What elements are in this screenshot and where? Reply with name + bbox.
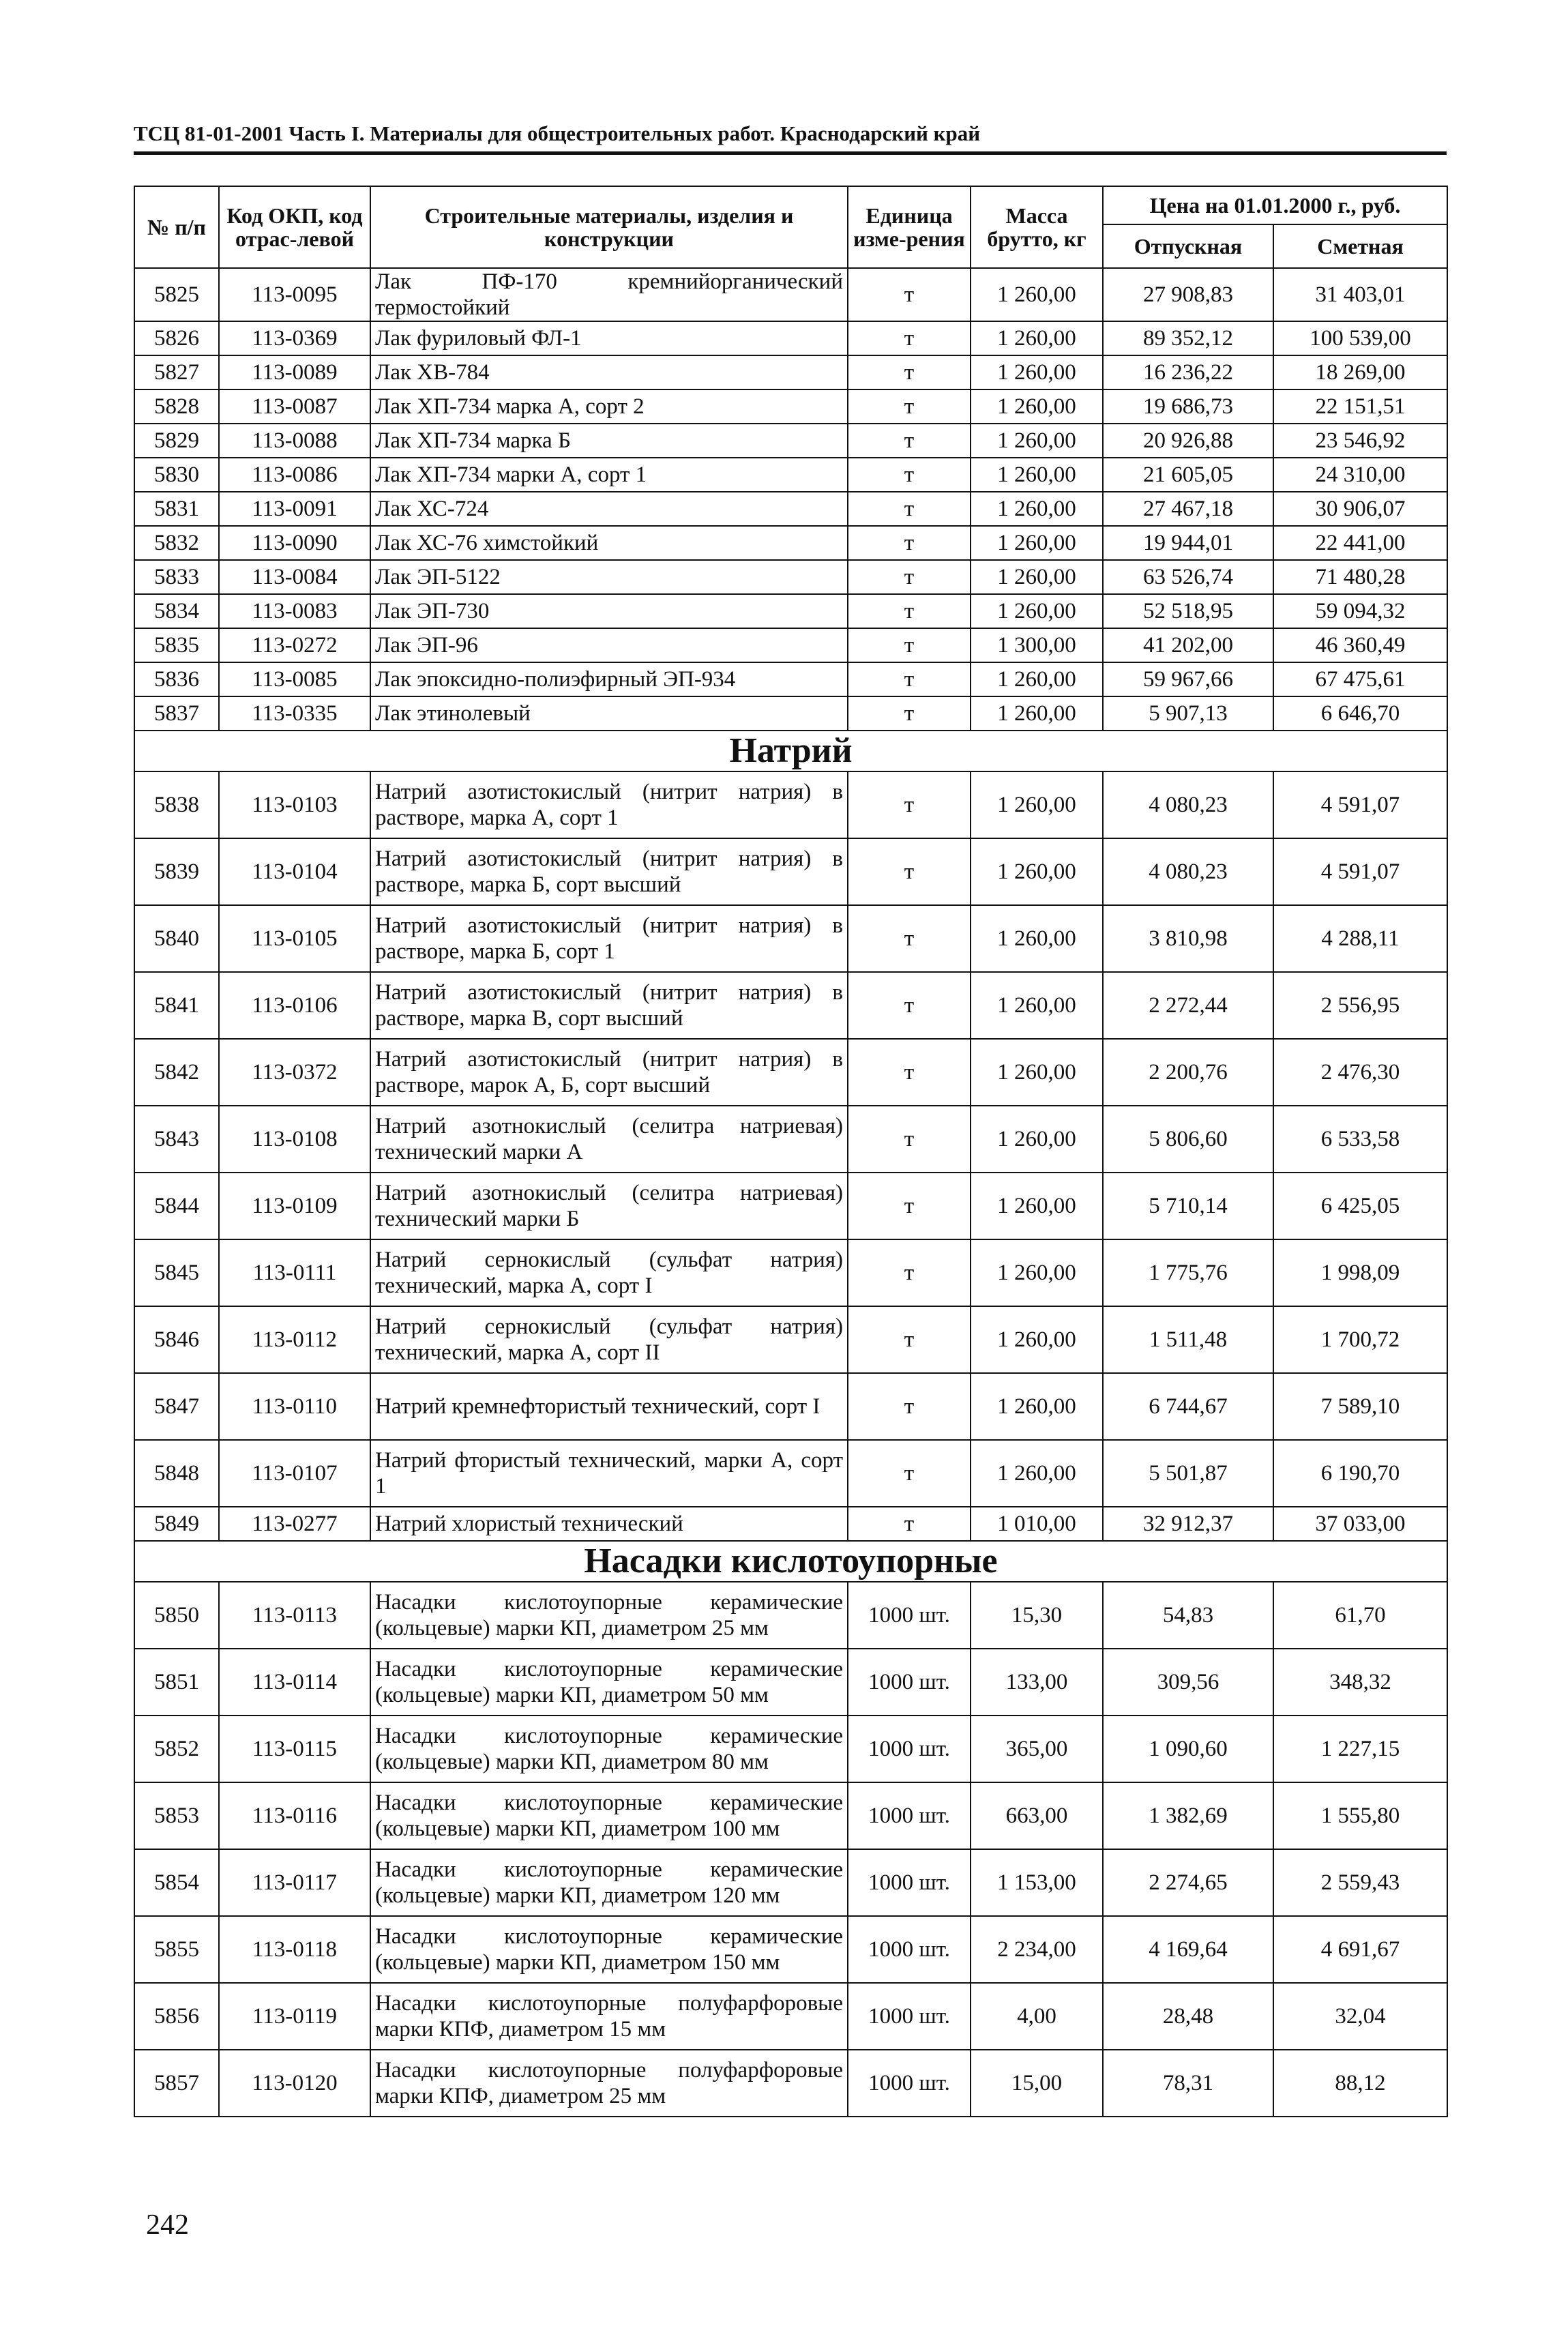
cell-material-name: Насадки кислотоупорные керамические (кольцевые) марки КП, диаметром 80 мм bbox=[370, 1716, 848, 1782]
table-row bbox=[134, 1039, 1447, 1106]
cell-material-name: Лак эпоксидно-полиэфирный ЭП-934 bbox=[370, 662, 848, 696]
cell-price-estimate: 100 539,00 bbox=[1273, 321, 1447, 355]
cell-material-name: Лак ХП-734 марка Б bbox=[370, 424, 848, 458]
cell-code: 113-0090 bbox=[219, 526, 370, 560]
cell-number: 5854 bbox=[134, 1849, 219, 1916]
col-header-name: Строительные материалы, изделия и конструкции bbox=[370, 186, 848, 268]
table-row bbox=[134, 1373, 1447, 1440]
table-row bbox=[134, 628, 1447, 662]
cell-code: 113-0105 bbox=[219, 905, 370, 972]
cell-number: 5837 bbox=[134, 696, 219, 731]
cell-unit: т bbox=[848, 838, 971, 905]
table-row bbox=[134, 662, 1447, 696]
cell-number: 5839 bbox=[134, 838, 219, 905]
table-row bbox=[134, 972, 1447, 1039]
cell-code: 113-0087 bbox=[219, 389, 370, 424]
cell-material-name: Насадки кислотоупорные керамические (кольцевые) марки КП, диаметром 150 мм bbox=[370, 1916, 848, 1983]
cell-price-release: 54,83 bbox=[1103, 1582, 1273, 1649]
cell-unit: т bbox=[848, 1039, 971, 1106]
table-row bbox=[134, 526, 1447, 560]
cell-material-name: Лак ЭП-5122 bbox=[370, 560, 848, 594]
cell-mass: 133,00 bbox=[971, 1649, 1103, 1716]
header-rule bbox=[134, 151, 1447, 155]
table-row bbox=[134, 905, 1447, 972]
cell-price-release: 5 501,87 bbox=[1103, 1440, 1273, 1507]
table-row bbox=[134, 389, 1447, 424]
cell-unit: 1000 шт. bbox=[848, 2050, 971, 2117]
cell-price-release: 32 912,37 bbox=[1103, 1507, 1273, 1541]
cell-material-name: Лак ПФ-170 кремнийорганический термостойкий bbox=[370, 268, 848, 321]
cell-unit: 1000 шт. bbox=[848, 1849, 971, 1916]
cell-price-release: 63 526,74 bbox=[1103, 560, 1273, 594]
cell-price-release: 27 908,83 bbox=[1103, 268, 1273, 321]
cell-material-name: Лак ХС-76 химстойкий bbox=[370, 526, 848, 560]
section-title: Насадки кислотоупорные bbox=[134, 1541, 1447, 1582]
page-number: 242 bbox=[146, 2209, 189, 2241]
cell-price-estimate: 67 475,61 bbox=[1273, 662, 1447, 696]
cell-price-release: 78,31 bbox=[1103, 2050, 1273, 2117]
cell-mass: 1 300,00 bbox=[971, 628, 1103, 662]
cell-number: 5826 bbox=[134, 321, 219, 355]
cell-number: 5851 bbox=[134, 1649, 219, 1716]
cell-mass: 1 260,00 bbox=[971, 972, 1103, 1039]
cell-mass: 1 260,00 bbox=[971, 458, 1103, 492]
cell-number: 5853 bbox=[134, 1782, 219, 1849]
cell-price-release: 1 511,48 bbox=[1103, 1306, 1273, 1373]
cell-unit: т bbox=[848, 662, 971, 696]
cell-mass: 1 260,00 bbox=[971, 268, 1103, 321]
price-table-body bbox=[134, 268, 1447, 2117]
cell-number: 5852 bbox=[134, 1716, 219, 1782]
cell-code: 113-0372 bbox=[219, 1039, 370, 1106]
cell-unit: т bbox=[848, 355, 971, 389]
cell-material-name: Насадки кислотоупорные керамические (кольцевые) марки КП, диаметром 100 мм bbox=[370, 1782, 848, 1849]
cell-price-estimate: 7 589,10 bbox=[1273, 1373, 1447, 1440]
cell-code: 113-0108 bbox=[219, 1106, 370, 1173]
cell-code: 113-0088 bbox=[219, 424, 370, 458]
cell-mass: 1 260,00 bbox=[971, 321, 1103, 355]
cell-unit: т bbox=[848, 560, 971, 594]
cell-number: 5848 bbox=[134, 1440, 219, 1507]
col-header-num: № п/п bbox=[134, 186, 219, 268]
cell-unit: т bbox=[848, 771, 971, 838]
cell-material-name: Натрий азотистокислый (нитрит натрия) в растворе, марка А, сорт 1 bbox=[370, 771, 848, 838]
cell-material-name: Лак фуриловый ФЛ-1 bbox=[370, 321, 848, 355]
cell-price-estimate: 24 310,00 bbox=[1273, 458, 1447, 492]
cell-price-estimate: 2 556,95 bbox=[1273, 972, 1447, 1039]
cell-material-name: Лак ХП-734 марка А, сорт 2 bbox=[370, 389, 848, 424]
table-row bbox=[134, 1916, 1447, 1983]
cell-number: 5846 bbox=[134, 1306, 219, 1373]
cell-code: 113-0113 bbox=[219, 1582, 370, 1649]
cell-number: 5835 bbox=[134, 628, 219, 662]
cell-price-estimate: 4 591,07 bbox=[1273, 838, 1447, 905]
cell-code: 113-0119 bbox=[219, 1983, 370, 2050]
cell-price-estimate: 6 533,58 bbox=[1273, 1106, 1447, 1173]
table-row bbox=[134, 1440, 1447, 1507]
cell-number: 5843 bbox=[134, 1106, 219, 1173]
cell-price-release: 20 926,88 bbox=[1103, 424, 1273, 458]
cell-code: 113-0107 bbox=[219, 1440, 370, 1507]
cell-material-name: Натрий азотистокислый (нитрит натрия) в растворе, марка Б, сорт высший bbox=[370, 838, 848, 905]
table-row bbox=[134, 268, 1447, 321]
price-table-container bbox=[134, 186, 1447, 2117]
cell-unit: 1000 шт. bbox=[848, 1782, 971, 1849]
cell-mass: 1 260,00 bbox=[971, 560, 1103, 594]
cell-mass: 1 260,00 bbox=[971, 1373, 1103, 1440]
cell-price-release: 1 775,76 bbox=[1103, 1239, 1273, 1306]
cell-unit: т bbox=[848, 268, 971, 321]
cell-number: 5838 bbox=[134, 771, 219, 838]
cell-mass: 1 260,00 bbox=[971, 1173, 1103, 1239]
cell-code: 113-0118 bbox=[219, 1916, 370, 1983]
cell-mass: 15,30 bbox=[971, 1582, 1103, 1649]
cell-number: 5841 bbox=[134, 972, 219, 1039]
cell-price-estimate: 59 094,32 bbox=[1273, 594, 1447, 628]
cell-unit: т bbox=[848, 1173, 971, 1239]
cell-number: 5828 bbox=[134, 389, 219, 424]
table-row bbox=[134, 1239, 1447, 1306]
cell-material-name: Лак ХВ-784 bbox=[370, 355, 848, 389]
cell-unit: 1000 шт. bbox=[848, 1716, 971, 1782]
cell-price-release: 4 080,23 bbox=[1103, 838, 1273, 905]
table-row bbox=[134, 1507, 1447, 1541]
cell-code: 113-0120 bbox=[219, 2050, 370, 2117]
cell-unit: т bbox=[848, 1306, 971, 1373]
cell-number: 5834 bbox=[134, 594, 219, 628]
cell-mass: 15,00 bbox=[971, 2050, 1103, 2117]
cell-number: 5831 bbox=[134, 492, 219, 526]
cell-unit: т bbox=[848, 424, 971, 458]
cell-unit: 1000 шт. bbox=[848, 1582, 971, 1649]
table-row bbox=[134, 560, 1447, 594]
cell-price-estimate: 22 441,00 bbox=[1273, 526, 1447, 560]
table-row bbox=[134, 696, 1447, 731]
table-row bbox=[134, 1649, 1447, 1716]
cell-number: 5830 bbox=[134, 458, 219, 492]
cell-price-release: 5 806,60 bbox=[1103, 1106, 1273, 1173]
table-row bbox=[134, 1306, 1447, 1373]
cell-material-name: Лак ЭП-730 bbox=[370, 594, 848, 628]
cell-unit: т bbox=[848, 905, 971, 972]
cell-unit: т bbox=[848, 1106, 971, 1173]
cell-code: 113-0091 bbox=[219, 492, 370, 526]
cell-price-release: 59 967,66 bbox=[1103, 662, 1273, 696]
cell-material-name: Насадки кислотоупорные керамические (кольцевые) марки КП, диаметром 50 мм bbox=[370, 1649, 848, 1716]
cell-mass: 1 260,00 bbox=[971, 1039, 1103, 1106]
cell-price-estimate: 32,04 bbox=[1273, 1983, 1447, 2050]
cell-price-estimate: 37 033,00 bbox=[1273, 1507, 1447, 1541]
cell-price-estimate: 6 646,70 bbox=[1273, 696, 1447, 731]
cell-mass: 1 260,00 bbox=[971, 389, 1103, 424]
cell-price-release: 2 274,65 bbox=[1103, 1849, 1273, 1916]
cell-mass: 1 260,00 bbox=[971, 838, 1103, 905]
col-header-price-estimate: Сметная bbox=[1273, 224, 1447, 268]
cell-number: 5844 bbox=[134, 1173, 219, 1239]
cell-price-release: 4 080,23 bbox=[1103, 771, 1273, 838]
cell-material-name: Натрий азотистокислый (нитрит натрия) в растворе, марка Б, сорт 1 bbox=[370, 905, 848, 972]
cell-code: 113-0083 bbox=[219, 594, 370, 628]
cell-price-release: 52 518,95 bbox=[1103, 594, 1273, 628]
col-header-price-release: Отпускная bbox=[1103, 224, 1273, 268]
cell-unit: т bbox=[848, 1507, 971, 1541]
cell-price-release: 89 352,12 bbox=[1103, 321, 1273, 355]
cell-code: 113-0115 bbox=[219, 1716, 370, 1782]
cell-mass: 1 260,00 bbox=[971, 492, 1103, 526]
cell-unit: 1000 шт. bbox=[848, 1649, 971, 1716]
cell-code: 113-0272 bbox=[219, 628, 370, 662]
cell-material-name: Натрий хлористый технический bbox=[370, 1507, 848, 1541]
cell-code: 113-0103 bbox=[219, 771, 370, 838]
cell-price-estimate: 4 591,07 bbox=[1273, 771, 1447, 838]
cell-price-release: 16 236,22 bbox=[1103, 355, 1273, 389]
cell-material-name: Насадки кислотоупорные полуфарфоровые марки КПФ, диаметром 15 мм bbox=[370, 1983, 848, 2050]
cell-price-release: 2 272,44 bbox=[1103, 972, 1273, 1039]
cell-price-release: 4 169,64 bbox=[1103, 1916, 1273, 1983]
cell-price-release: 1 382,69 bbox=[1103, 1782, 1273, 1849]
col-header-code: Код ОКП, код отрас-левой bbox=[219, 186, 370, 268]
section-row bbox=[134, 1541, 1447, 1582]
cell-material-name: Натрий азотнокислый (селитра натриевая) технический марки Б bbox=[370, 1173, 848, 1239]
cell-material-name: Натрий азотистокислый (нитрит натрия) в растворе, марка В, сорт высший bbox=[370, 972, 848, 1039]
cell-code: 113-0277 bbox=[219, 1507, 370, 1541]
cell-number: 5845 bbox=[134, 1239, 219, 1306]
cell-price-estimate: 6 425,05 bbox=[1273, 1173, 1447, 1239]
cell-material-name: Натрий фтористый технический, марки А, сорт 1 bbox=[370, 1440, 848, 1507]
cell-price-release: 5 710,14 bbox=[1103, 1173, 1273, 1239]
cell-number: 5829 bbox=[134, 424, 219, 458]
cell-price-release: 309,56 bbox=[1103, 1649, 1273, 1716]
cell-number: 5850 bbox=[134, 1582, 219, 1649]
cell-price-estimate: 1 998,09 bbox=[1273, 1239, 1447, 1306]
cell-price-estimate: 18 269,00 bbox=[1273, 355, 1447, 389]
cell-unit: т bbox=[848, 492, 971, 526]
cell-price-estimate: 31 403,01 bbox=[1273, 268, 1447, 321]
table-row bbox=[134, 1716, 1447, 1782]
cell-price-release: 3 810,98 bbox=[1103, 905, 1273, 972]
cell-price-estimate: 1 555,80 bbox=[1273, 1782, 1447, 1849]
cell-mass: 2 234,00 bbox=[971, 1916, 1103, 1983]
cell-code: 113-0116 bbox=[219, 1782, 370, 1849]
cell-number: 5840 bbox=[134, 905, 219, 972]
table-row bbox=[134, 1106, 1447, 1173]
cell-unit: т bbox=[848, 321, 971, 355]
cell-price-estimate: 61,70 bbox=[1273, 1582, 1447, 1649]
cell-material-name: Лак этинолевый bbox=[370, 696, 848, 731]
cell-price-release: 5 907,13 bbox=[1103, 696, 1273, 731]
cell-price-estimate: 6 190,70 bbox=[1273, 1440, 1447, 1507]
cell-mass: 1 010,00 bbox=[971, 1507, 1103, 1541]
cell-unit: т bbox=[848, 458, 971, 492]
cell-price-release: 27 467,18 bbox=[1103, 492, 1273, 526]
table-row bbox=[134, 1849, 1447, 1916]
cell-price-estimate: 2 559,43 bbox=[1273, 1849, 1447, 1916]
cell-number: 5847 bbox=[134, 1373, 219, 1440]
cell-material-name: Насадки кислотоупорные полуфарфоровые марки КПФ, диаметром 25 мм bbox=[370, 2050, 848, 2117]
cell-number: 5849 bbox=[134, 1507, 219, 1541]
cell-price-estimate: 1 227,15 bbox=[1273, 1716, 1447, 1782]
cell-mass: 1 260,00 bbox=[971, 1106, 1103, 1173]
cell-material-name: Насадки кислотоупорные керамические (кольцевые) марки КП, диаметром 25 мм bbox=[370, 1582, 848, 1649]
table-row bbox=[134, 492, 1447, 526]
cell-unit: т bbox=[848, 972, 971, 1039]
cell-price-release: 28,48 bbox=[1103, 1983, 1273, 2050]
cell-price-release: 2 200,76 bbox=[1103, 1039, 1273, 1106]
section-title: Натрий bbox=[134, 731, 1447, 771]
cell-material-name: Натрий сернокислый (сульфат натрия) технический, марка А, сорт I bbox=[370, 1239, 848, 1306]
cell-number: 5832 bbox=[134, 526, 219, 560]
cell-mass: 1 153,00 bbox=[971, 1849, 1103, 1916]
cell-unit: т bbox=[848, 1373, 971, 1440]
cell-code: 113-0110 bbox=[219, 1373, 370, 1440]
cell-code: 113-0114 bbox=[219, 1649, 370, 1716]
cell-price-estimate: 71 480,28 bbox=[1273, 560, 1447, 594]
cell-material-name: Натрий азотистокислый (нитрит натрия) в растворе, марок А, Б, сорт высший bbox=[370, 1039, 848, 1106]
table-row bbox=[134, 771, 1447, 838]
cell-number: 5825 bbox=[134, 268, 219, 321]
cell-unit: т bbox=[848, 1239, 971, 1306]
cell-unit: т bbox=[848, 389, 971, 424]
table-row bbox=[134, 594, 1447, 628]
cell-unit: т bbox=[848, 628, 971, 662]
cell-code: 113-0369 bbox=[219, 321, 370, 355]
cell-mass: 663,00 bbox=[971, 1782, 1103, 1849]
cell-price-estimate: 2 476,30 bbox=[1273, 1039, 1447, 1106]
cell-price-estimate: 22 151,51 bbox=[1273, 389, 1447, 424]
cell-unit: 1000 шт. bbox=[848, 1983, 971, 2050]
cell-material-name: Натрий азотнокислый (селитра натриевая) технический марки А bbox=[370, 1106, 848, 1173]
table-row bbox=[134, 1582, 1447, 1649]
section-row bbox=[134, 731, 1447, 771]
cell-price-release: 41 202,00 bbox=[1103, 628, 1273, 662]
table-row bbox=[134, 1782, 1447, 1849]
cell-price-release: 21 605,05 bbox=[1103, 458, 1273, 492]
cell-material-name: Насадки кислотоупорные керамические (кольцевые) марки КП, диаметром 120 мм bbox=[370, 1849, 848, 1916]
cell-code: 113-0086 bbox=[219, 458, 370, 492]
table-row bbox=[134, 838, 1447, 905]
table-row bbox=[134, 355, 1447, 389]
table-row bbox=[134, 1173, 1447, 1239]
cell-number: 5842 bbox=[134, 1039, 219, 1106]
cell-unit: т bbox=[848, 594, 971, 628]
table-row bbox=[134, 2050, 1447, 2117]
cell-code: 113-0106 bbox=[219, 972, 370, 1039]
cell-mass: 1 260,00 bbox=[971, 662, 1103, 696]
cell-code: 113-0104 bbox=[219, 838, 370, 905]
cell-price-estimate: 88,12 bbox=[1273, 2050, 1447, 2117]
cell-code: 113-0335 bbox=[219, 696, 370, 731]
cell-mass: 1 260,00 bbox=[971, 355, 1103, 389]
cell-code: 113-0109 bbox=[219, 1173, 370, 1239]
cell-code: 113-0085 bbox=[219, 662, 370, 696]
cell-code: 113-0089 bbox=[219, 355, 370, 389]
cell-mass: 1 260,00 bbox=[971, 594, 1103, 628]
cell-price-release: 1 090,60 bbox=[1103, 1716, 1273, 1782]
cell-material-name: Лак ХС-724 bbox=[370, 492, 848, 526]
cell-code: 113-0117 bbox=[219, 1849, 370, 1916]
table-row bbox=[134, 1983, 1447, 2050]
cell-mass: 365,00 bbox=[971, 1716, 1103, 1782]
price-table bbox=[134, 186, 1448, 2117]
cell-material-name: Лак ХП-734 марки А, сорт 1 bbox=[370, 458, 848, 492]
cell-unit: т bbox=[848, 526, 971, 560]
cell-unit: т bbox=[848, 696, 971, 731]
cell-code: 113-0095 bbox=[219, 268, 370, 321]
cell-number: 5827 bbox=[134, 355, 219, 389]
cell-code: 113-0084 bbox=[219, 560, 370, 594]
cell-price-estimate: 30 906,07 bbox=[1273, 492, 1447, 526]
cell-price-estimate: 4 691,67 bbox=[1273, 1916, 1447, 1983]
cell-price-release: 19 686,73 bbox=[1103, 389, 1273, 424]
col-header-price-group: Цена на 01.01.2000 г., руб. bbox=[1103, 186, 1447, 224]
cell-price-estimate: 23 546,92 bbox=[1273, 424, 1447, 458]
cell-material-name: Лак ЭП-96 bbox=[370, 628, 848, 662]
cell-number: 5857 bbox=[134, 2050, 219, 2117]
cell-code: 113-0112 bbox=[219, 1306, 370, 1373]
cell-mass: 1 260,00 bbox=[971, 424, 1103, 458]
cell-mass: 1 260,00 bbox=[971, 696, 1103, 731]
cell-price-estimate: 1 700,72 bbox=[1273, 1306, 1447, 1373]
cell-material-name: Натрий сернокислый (сульфат натрия) технический, марка А, сорт II bbox=[370, 1306, 848, 1373]
cell-number: 5855 bbox=[134, 1916, 219, 1983]
cell-mass: 1 260,00 bbox=[971, 1239, 1103, 1306]
cell-number: 5856 bbox=[134, 1983, 219, 2050]
cell-unit: т bbox=[848, 1440, 971, 1507]
page-header: ТСЦ 81-01-2001 Часть I. Материалы для общестроительных работ. Краснодарский край bbox=[134, 121, 981, 145]
cell-price-release: 6 744,67 bbox=[1103, 1373, 1273, 1440]
col-header-mass: Масса брутто, кг bbox=[971, 186, 1103, 268]
table-row bbox=[134, 321, 1447, 355]
cell-number: 5833 bbox=[134, 560, 219, 594]
cell-material-name: Натрий кремнефтористый технический, сорт I bbox=[370, 1373, 848, 1440]
table-row bbox=[134, 424, 1447, 458]
cell-price-estimate: 46 360,49 bbox=[1273, 628, 1447, 662]
cell-mass: 1 260,00 bbox=[971, 526, 1103, 560]
cell-price-estimate: 348,32 bbox=[1273, 1649, 1447, 1716]
cell-number: 5836 bbox=[134, 662, 219, 696]
cell-mass: 1 260,00 bbox=[971, 771, 1103, 838]
cell-mass: 1 260,00 bbox=[971, 905, 1103, 972]
cell-mass: 1 260,00 bbox=[971, 1440, 1103, 1507]
cell-mass: 1 260,00 bbox=[971, 1306, 1103, 1373]
col-header-unit: Единица изме-рения bbox=[848, 186, 971, 268]
cell-unit: 1000 шт. bbox=[848, 1916, 971, 1983]
table-row bbox=[134, 458, 1447, 492]
cell-price-release: 19 944,01 bbox=[1103, 526, 1273, 560]
cell-code: 113-0111 bbox=[219, 1239, 370, 1306]
cell-price-estimate: 4 288,11 bbox=[1273, 905, 1447, 972]
cell-mass: 4,00 bbox=[971, 1983, 1103, 2050]
